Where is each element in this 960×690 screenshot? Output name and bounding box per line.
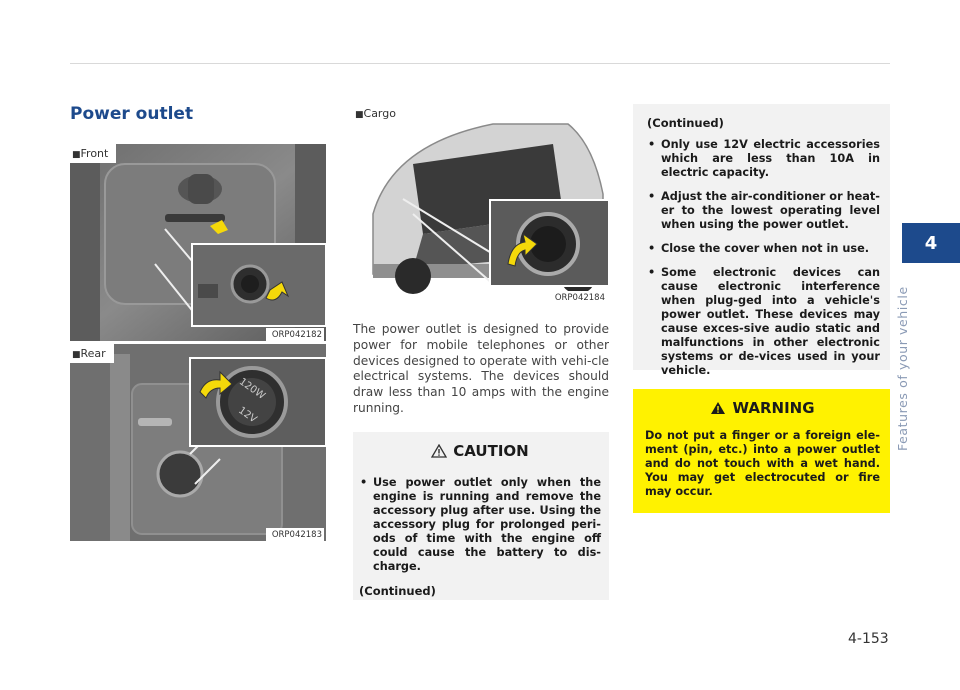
photo-rear-code: ORP042183 bbox=[266, 528, 324, 541]
photo-cargo-code: ORP042184 bbox=[549, 291, 607, 304]
continued-list bbox=[647, 138, 880, 378]
chapter-title: Features of your vehicle bbox=[895, 286, 910, 451]
continued-panel bbox=[633, 104, 890, 377]
front-console-illustration bbox=[70, 144, 326, 341]
continued-item: • Some electronic devices can cause electronic interference when plug-ged into a vehicle's power outlet. These devices may cause exces-sive audio static and malfunctions in other electronic systems or de-vices used in your vehicle. bbox=[647, 266, 880, 378]
caution-list bbox=[359, 476, 601, 574]
photo-cargo-label: ■ Cargo bbox=[353, 104, 404, 123]
outlet-marking-watt: 120W bbox=[236, 376, 267, 402]
photo-front-code: ORP042182 bbox=[266, 328, 324, 341]
caution-panel bbox=[353, 432, 609, 600]
top-rule bbox=[70, 63, 890, 64]
chapter-tab: 4 bbox=[902, 223, 960, 263]
continued-item: • Adjust the air-conditioner or heat-er to the lowest operating level when using the power outlet. bbox=[647, 190, 880, 232]
warning-heading bbox=[645, 399, 880, 417]
continued-item: • Close the cover when not in use. bbox=[647, 242, 880, 256]
continued-item: • Only use 12V electric accessories which are less than 10A in electric capacity. bbox=[647, 138, 880, 180]
caution-continued: (Continued) bbox=[359, 584, 436, 598]
photo-front bbox=[70, 144, 326, 341]
photo-rear bbox=[70, 344, 326, 541]
continued-heading: (Continued) bbox=[647, 116, 724, 130]
warning-triangle-icon bbox=[710, 401, 726, 415]
caution-heading bbox=[359, 442, 601, 460]
outlet-marking-volt: 12V bbox=[236, 405, 259, 426]
warning-text: Do not put a finger or a foreign ele-ment (pin, etc.) into a power outlet and do not touch with a wet hand. You may get electrocuted or fire may occur. bbox=[645, 429, 880, 498]
rear-console-illustration bbox=[70, 344, 326, 541]
photo-front-label: ■ Front bbox=[70, 144, 116, 163]
warning-panel bbox=[633, 389, 890, 513]
warning-heading-text: WARNING bbox=[732, 399, 815, 417]
photo-rear-label: ■ Rear bbox=[70, 344, 114, 363]
caution-triangle-icon bbox=[431, 444, 447, 458]
page-number: 4-153 bbox=[848, 631, 889, 647]
body-text: The power outlet is designed to provide power for mobile telephones or other devices designed to operate with vehi-cle electrical systems. The devices should draw less than 10 amps with the engine running. bbox=[353, 322, 609, 415]
cargo-area-illustration bbox=[353, 104, 609, 304]
section-title: Power outlet bbox=[70, 104, 194, 124]
photo-cargo bbox=[353, 104, 609, 304]
caution-heading-text: CAUTION bbox=[453, 442, 529, 460]
caution-item: • Use power outlet only when the engine is running and remove the accessory plug after use. Using the accessory plug for prolonged peri-ods of time with the engine off could cause the battery to dis-charge. bbox=[359, 476, 601, 574]
